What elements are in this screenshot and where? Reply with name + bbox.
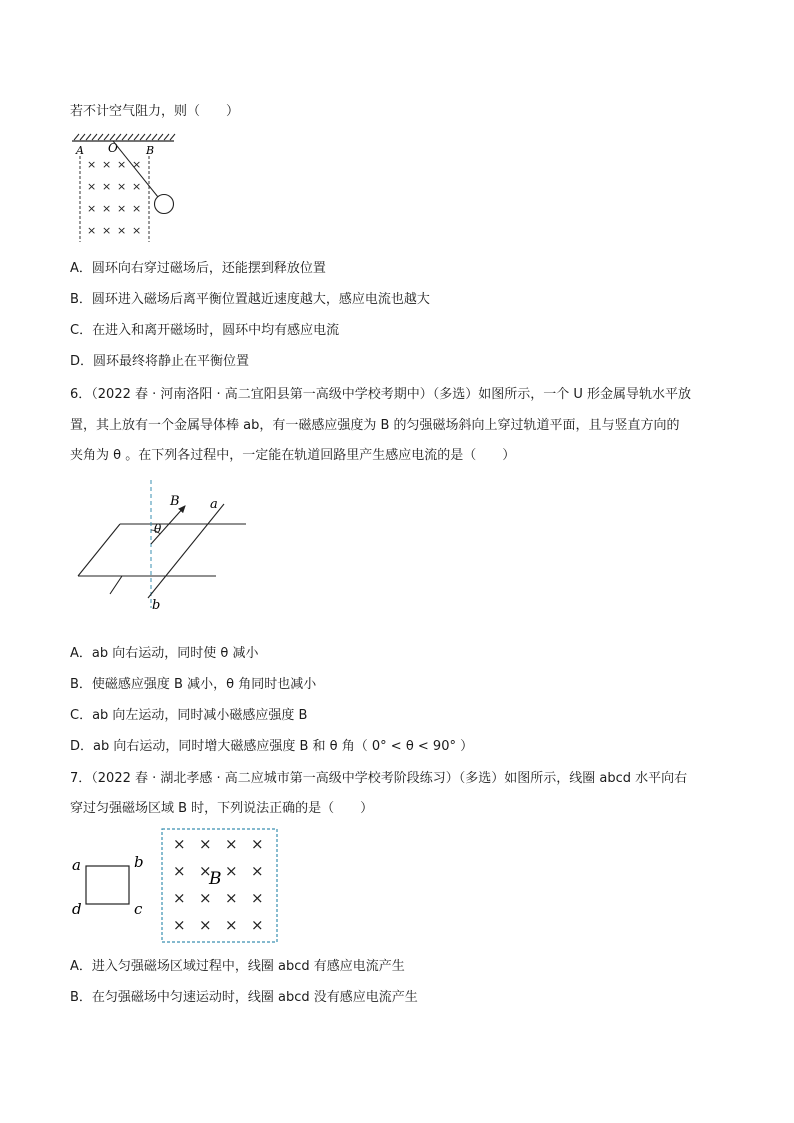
svg-text:×: ×	[225, 862, 238, 880]
svg-text:×: ×	[199, 889, 212, 907]
label-b: b	[134, 853, 144, 871]
rail-left-end	[78, 524, 120, 576]
svg-text:×: ×	[132, 224, 142, 237]
svg-text:×: ×	[102, 202, 112, 215]
svg-text:×: ×	[173, 835, 186, 853]
q5-option-a: A．圆环向右穿过磁场后，还能摆到释放位置	[70, 261, 326, 276]
q7-stem-line-2: 穿过匀强磁场区域 B 时，下列说法正确的是（ ）	[70, 801, 374, 816]
label-theta: θ	[154, 522, 162, 536]
q6-option-b: B．使磁感应强度 B 减小，θ 角同时也减小	[70, 677, 317, 692]
svg-text:×: ×	[102, 180, 112, 193]
q5-option-b: B．圆环进入磁场后离平衡位置越近速度越大，感应电流也越大	[70, 292, 430, 307]
svg-text:×: ×	[173, 862, 186, 880]
q6-stem-line-2: 置，其上放有一个金属导体棒 ab，有一磁感应强度为 B 的匀强磁场斜向上穿过轨道平面，且与竖直方向的	[70, 418, 680, 433]
label-A: A	[76, 144, 84, 157]
q6-stem-line-1: 6．（2022 春 · 河南洛阳 · 高二宜阳县第一高级中学校考期中）（多选）如图所示，一个 U 形金属导轨水平放	[70, 387, 692, 402]
svg-text:×: ×	[251, 916, 264, 934]
q6-option-a: A．ab 向右运动，同时使 θ 减小	[70, 646, 259, 661]
q6-stem-line-3: 夹角为 θ 。在下列各过程中，一定能在轨道回路里产生感应电流的是（ ）	[70, 448, 516, 463]
label-b: b	[152, 598, 161, 613]
svg-text:×: ×	[173, 889, 186, 907]
svg-text:×: ×	[173, 916, 186, 934]
q7-stem-line-1: 7．（2022 春 · 湖北孝感 · 高二应城市第一高级中学校考阶段练习）（多选）如图所示，线圈 abcd 水平向右	[70, 771, 688, 786]
label-B: B	[146, 144, 155, 157]
q6-option-c: C．ab 向左运动，同时减小磁感应强度 B	[70, 708, 308, 723]
svg-text:×: ×	[87, 224, 97, 237]
label-a: a	[72, 856, 81, 874]
svg-text:×: ×	[225, 916, 238, 934]
svg-text:×: ×	[225, 889, 238, 907]
coil-figure	[66, 826, 286, 946]
q5-option-d: D．圆环最终将静止在平衡位置	[70, 354, 250, 369]
svg-text:×: ×	[132, 202, 142, 215]
label-B-field: B	[170, 494, 180, 509]
svg-text:×: ×	[102, 224, 112, 237]
svg-text:×: ×	[117, 202, 127, 215]
q5-stem-tail: 若不计空气阻力，则（ ）	[70, 104, 240, 119]
label-c: c	[134, 900, 143, 918]
svg-text:×: ×	[117, 158, 127, 171]
coil-abcd	[86, 866, 129, 904]
svg-text:×: ×	[251, 862, 264, 880]
pendulum-figure	[66, 130, 196, 245]
svg-text:×: ×	[87, 180, 97, 193]
svg-text:×: ×	[199, 835, 212, 853]
conductor-rod-ab	[148, 504, 224, 598]
svg-text:×: ×	[87, 202, 97, 215]
ceiling-hatch	[74, 134, 175, 140]
svg-text:×: ×	[251, 835, 264, 853]
label-field-B: B	[209, 869, 222, 889]
svg-text:×: ×	[102, 158, 112, 171]
svg-text:×: ×	[251, 889, 264, 907]
label-a: a	[210, 497, 218, 512]
svg-text:×: ×	[132, 180, 142, 193]
svg-text:×: ×	[199, 862, 212, 880]
label-O: O	[108, 141, 118, 155]
svg-text:×: ×	[117, 180, 127, 193]
svg-text:×: ×	[117, 224, 127, 237]
svg-text:×: ×	[132, 158, 142, 171]
q7-option-a: A．进入匀强磁场区域过程中，线圈 abcd 有感应电流产生	[70, 959, 405, 974]
metal-ring	[155, 195, 174, 214]
q6-option-d: D．ab 向右运动，同时增大磁感应强度 B 和 θ 角（ 0° < θ < 90° ）	[70, 739, 474, 754]
q5-option-c: C．在进入和离开磁场时，圆环中均有感应电流	[70, 323, 340, 338]
rail-figure	[70, 478, 260, 618]
magnetic-field-crosses	[87, 158, 141, 237]
svg-text:×: ×	[199, 916, 212, 934]
rail-stub	[110, 576, 122, 594]
svg-text:×: ×	[87, 158, 97, 171]
svg-text:×: ×	[225, 835, 238, 853]
q7-option-b: B．在匀强磁场中匀速运动时，线圈 abcd 没有感应电流产生	[70, 990, 418, 1005]
label-d: d	[72, 900, 82, 918]
